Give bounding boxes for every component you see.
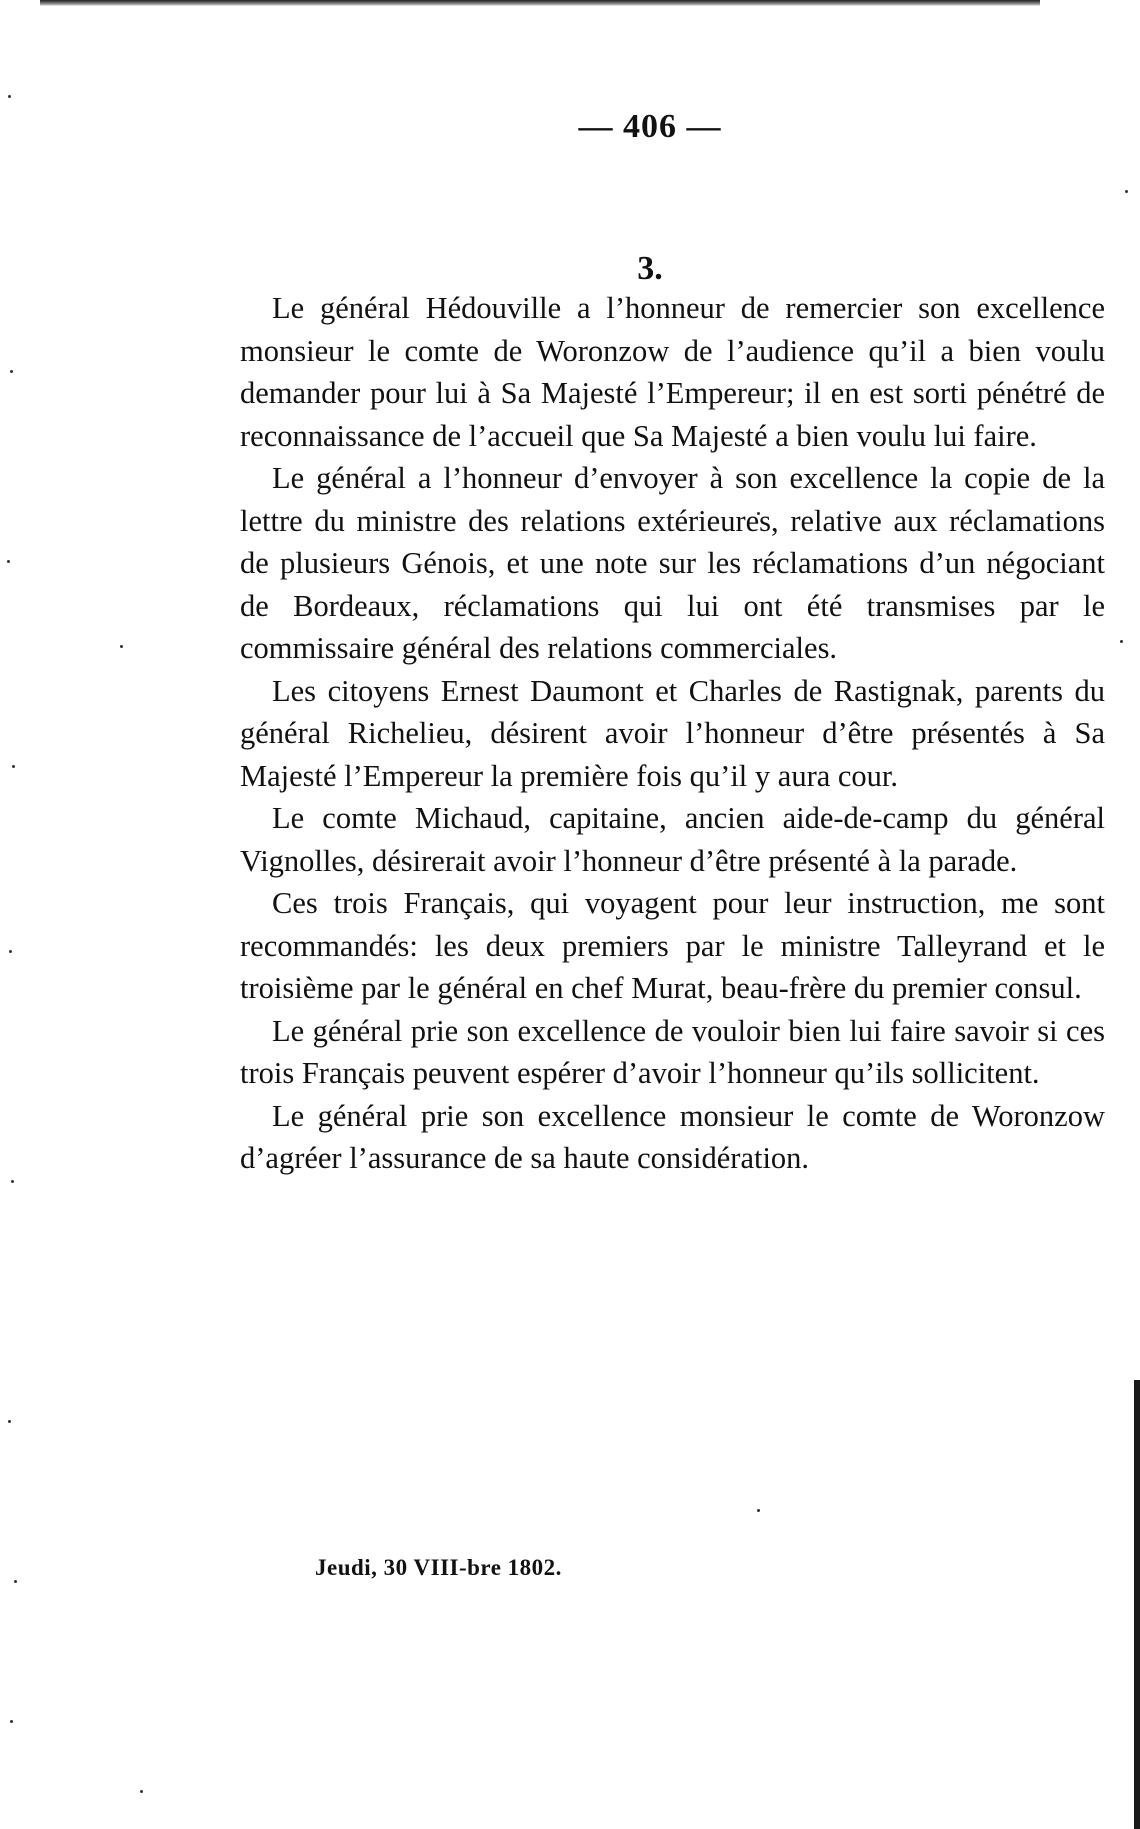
speck xyxy=(140,1790,143,1793)
paragraph: Le général prie son excellence monsieur le comte de Woronzow d’agréer l’assurance de sa haute considération. xyxy=(240,1098,1105,1175)
speck xyxy=(8,95,11,98)
scan-edge-top xyxy=(40,0,1040,6)
speck xyxy=(120,645,123,648)
paragraph: Les citoyens Ernest Daumont et Charles de Rastignak, parents du général Richelieu, désirent avoir l’honneur d’être présentés à Sa Majesté l’Empereur la première fois qu’il y aura cour. xyxy=(240,673,1105,793)
paragraph: Le général prie son excellence de vouloir bien lui faire savoir si ces trois Français peuvent espérer d’avoir l’honneur qu’ils sollicitent. xyxy=(240,1013,1105,1090)
speck xyxy=(757,1509,760,1512)
speck xyxy=(7,560,10,563)
paragraph: Le comte Michaud, capitaine, ancien aide-de-camp du général Vignolles, désirerait avoir l’honneur d’être présenté à la parade. xyxy=(240,801,1105,878)
paragraph: Le général a l’honneur d’envoyer à son excellence la copie de la lettre du ministre des relations extérieures, relative aux réclamations de plusieurs Génois, et une note sur les réclamations d’un négociant de Bordeaux, réclamations qui lui ont été transmises par le commissaire général des relations commerciales. xyxy=(240,461,1105,665)
speck xyxy=(1120,640,1123,643)
section-number: 3. xyxy=(637,250,663,287)
speck xyxy=(12,765,15,768)
speck xyxy=(9,950,12,953)
dateline: Jeudi, 30 VIII-bre 1802. xyxy=(315,1555,562,1580)
paragraph: Le général Hédouville a l’honneur de remercier son excellence monsieur le comte de Woronzow de l’audience qu’il a bien voulu demander pour lui à Sa Majesté l’Empereur; il en est sorti pénétré de reconnaissance de l’accueil que Sa Majesté a bien voulu lui faire. xyxy=(240,291,1105,453)
speck xyxy=(1125,190,1128,193)
speck xyxy=(8,1420,11,1423)
speck xyxy=(10,370,13,373)
speck xyxy=(11,1180,14,1183)
paragraph: Ces trois Français, qui voyagent pour leur instruction, me sont recommandés: les deux premiers par le ministre Talleyrand et le troisième par le général en chef Murat, beau-frère du premier consul. xyxy=(240,886,1105,1005)
page-number: — 406 — xyxy=(578,108,722,145)
speck xyxy=(14,1580,17,1583)
speck xyxy=(10,1720,13,1723)
letter-body xyxy=(240,287,1105,1180)
scan-edge-right xyxy=(1134,1380,1140,1829)
